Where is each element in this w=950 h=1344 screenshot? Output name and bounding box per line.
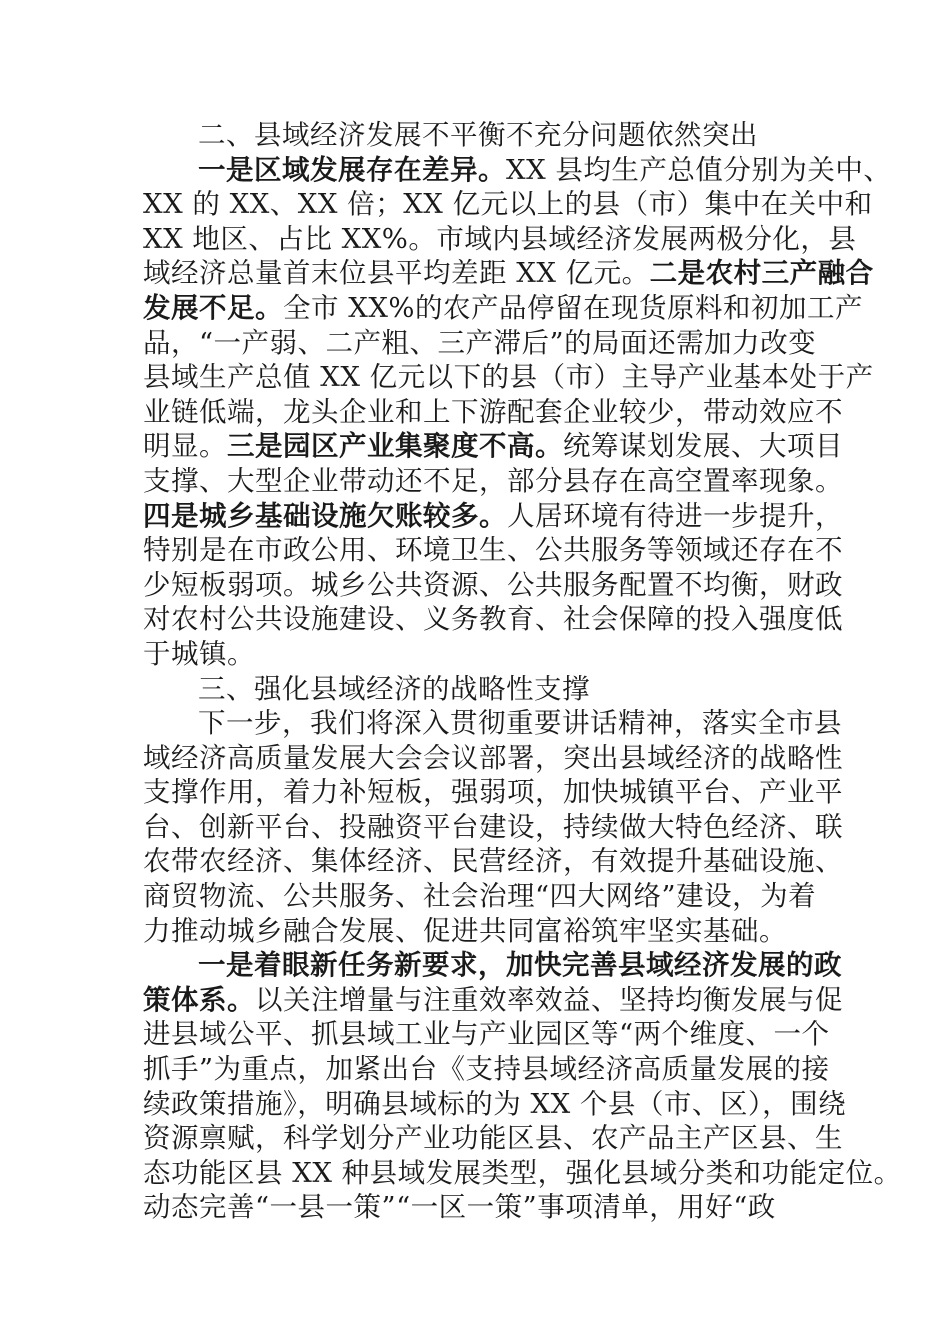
text-run: XX 的 XX、XX 倍；XX 亿元以上的县（市）集中在关中和	[143, 188, 873, 221]
paragraph-line: 力推动城乡融合发展、促进共同富裕筑牢坚实基础。	[143, 914, 787, 947]
text-run: 以关注增量与注重效率效益、坚持均衡发展与促	[255, 983, 843, 1016]
paragraph-line	[143, 1017, 830, 1052]
text-run: 续政策措施》，明确县域标的为 XX 个县（市、区），围绕	[143, 1087, 847, 1120]
text-run: 于城镇。	[143, 637, 255, 670]
paragraph-line	[143, 499, 843, 534]
section-heading-3: 三、强化县域经济的战略性支撑	[198, 672, 590, 705]
paragraph-line	[143, 1052, 830, 1087]
bold-phrase: 一是区域发展存在差异。	[198, 153, 506, 186]
text-run: 特别是在市政公用、环境卫生、公共服务等领域还存在不	[143, 534, 843, 567]
paragraph-line	[143, 395, 843, 430]
paragraph-line	[143, 464, 843, 499]
document-page	[143, 118, 902, 1225]
paragraph-line: 农带农经济、集体经济、民营经济，有效提升基础设施、	[143, 845, 843, 878]
text-run: 全市 XX%的农产品停留在现货原料和初加工产	[283, 291, 864, 324]
paragraph-line	[143, 429, 843, 464]
paragraph-line	[143, 568, 843, 603]
paragraph-line: 域经济高质量发展大会会议部署，突出县域经济的战略性	[143, 741, 843, 774]
paragraph-line	[143, 1087, 847, 1122]
paragraph-line	[143, 637, 809, 672]
text-run: 县域生产总值 XX 亿元以下的县（市）主导产业基本处于产	[143, 361, 874, 394]
paragraph-line: 下一步，我们将深入贯彻重要讲话精神，落实全市县	[198, 707, 842, 740]
paragraph-line	[143, 948, 842, 983]
paragraph-line	[143, 983, 843, 1018]
paragraph-line: 台、创新平台、投融资平台建设，持续做大特色经济、联	[143, 810, 843, 843]
text-run: 动态完善“一县一策”“一区一策”事项清单，用好“政	[143, 1191, 776, 1224]
paragraph-line	[143, 187, 873, 222]
text-run: 态功能区县 XX 种县域发展类型，强化县域分类和功能定位。	[143, 1156, 902, 1189]
paragraph-line	[143, 222, 857, 257]
paragraph-line	[143, 1190, 809, 1225]
paragraph-line: 支撑作用，着力补短板，强弱项，加快城镇平台、产业平	[143, 776, 843, 809]
paragraph-line	[143, 360, 874, 395]
paragraph-line	[143, 153, 892, 188]
paragraph-line	[143, 1121, 843, 1156]
text-run: 资源禀赋，科学划分产业功能区县、农产品主产区县、生	[143, 1122, 843, 1155]
text-run: 人居环境有待进一步提升，	[507, 499, 843, 532]
bold-phrase: 四是城乡基础设施欠账较多。	[143, 499, 507, 532]
text-run: XX 县均生产总值分别为关中、	[506, 153, 892, 186]
text-run: 进县域公平、抓县域工业与产业园区等“两个维度、一个	[143, 1018, 830, 1051]
bold-phrase: 三是园区产业集聚度不高。	[227, 430, 563, 463]
bold-phrase: 二是农村三产融合	[649, 257, 874, 290]
bold-phrase: 发展不足。	[143, 291, 283, 324]
paragraph-line	[143, 1156, 902, 1191]
text-run: 抓手”为重点，加紧出台《支持县域经济高质量发展的接	[143, 1053, 830, 1086]
paragraph-line	[143, 256, 874, 291]
bold-phrase: 一是着眼新任务新要求，加快完善县域经济发展的政	[198, 949, 842, 982]
text-run: XX 地区、占比 XX%。市域内县域经济发展两极分化，县	[143, 222, 857, 255]
text-run: 对农村公共设施建设、义务教育、社会保障的投入强度低	[143, 603, 843, 636]
section-heading-2: 二、县域经济发展不平衡不充分问题依然突出	[198, 119, 758, 151]
text-run: 统筹谋划发展、大项目	[563, 430, 843, 463]
paragraph-line	[143, 291, 864, 326]
text-run: 域经济总量首末位县平均差距 XX 亿元。	[143, 257, 650, 290]
text-run: 品，“一产弱、二产粗、三产滞后”的局面还需加力改变	[143, 326, 817, 359]
text-run: 支撑、大型企业带动还不足，部分县存在高空置率现象。	[143, 464, 843, 497]
paragraph-line	[143, 326, 817, 361]
text-run: 业链低端，龙头企业和上下游配套企业较少，带动效应不	[143, 395, 843, 428]
paragraph-line	[143, 602, 843, 637]
bold-phrase: 策体系。	[143, 983, 255, 1016]
paragraph-line	[143, 533, 843, 568]
text-run: 少短板弱项。城乡公共资源、公共服务配置不均衡，财政	[143, 568, 843, 601]
paragraph-line: 商贸物流、公共服务、社会治理“四大网络”建设，为着	[143, 880, 817, 913]
text-run: 明显。	[143, 430, 227, 463]
